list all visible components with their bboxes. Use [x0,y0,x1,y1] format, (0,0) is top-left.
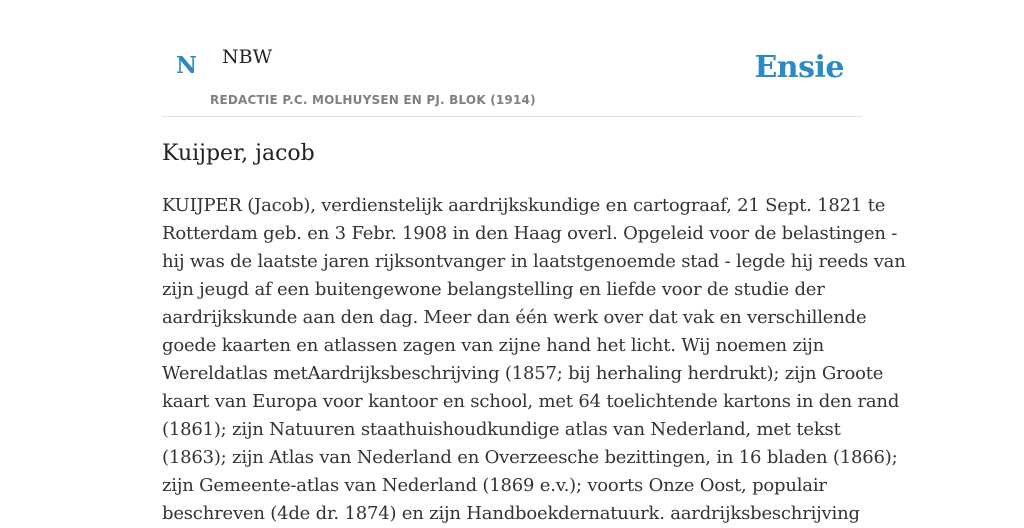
article-line: kaart van Europa voor kantoor en school, met 64 toelichtende kartons in den rand [162,391,900,412]
article-line: goede kaarten en atlassen zagen van zijne hand het licht. Wij noemen zijn [162,335,825,356]
source-logo-icon: N [176,52,198,79]
article-line: zijn Gemeente-atlas van Nederland (1869 e.v.); voorts Onze Oost, populair [162,475,827,496]
article-line: beschreven (4de dr. 1874) en zijn Handboekdernatuurk. aardrijksbeschrijving [162,503,860,524]
article-line: (1861); zijn Natuuren staathuishoudkundige atlas van Nederland, met tekst [162,419,841,440]
article-line: Rotterdam geb. en 3 Febr. 1908 in den Haag overl. Opgeleid voor de belastingen - [162,223,898,244]
article-line: hij was de laatste jaren rijksontvanger in laatstgenoemde stad - legde hij reeds van [162,251,906,272]
source-header [162,0,862,117]
article-line: aardrijkskunde aan den dag. Meer dan één werk over dat vak en verschillende [162,307,867,328]
article-body [162,192,906,528]
article-line: (1863); zijn Atlas van Nederland en Overzeesche bezittingen, in 16 bladen (1866); [162,447,898,468]
article-line: Wereldatlas metAardrijksbeschrijving (1857; bij herhaling herdrukt); zijn Groote [162,363,884,384]
article-line: KUIJPER (Jacob), verdienstelijk aardrijkskundige en cartograaf, 21 Sept. 1821 te [162,195,886,216]
article-line: zijn jeugd af een buitengewone belangstelling en liefde voor de studie der [162,279,825,300]
article-title: Kuijper, jacob [162,141,315,166]
source-subtitle: REDACTIE P.C. MOLHUYSEN EN PJ. BLOK (1914) [210,93,536,107]
source-name[interactable]: NBW [222,46,273,68]
brand-logo[interactable]: Ensie [754,50,844,85]
